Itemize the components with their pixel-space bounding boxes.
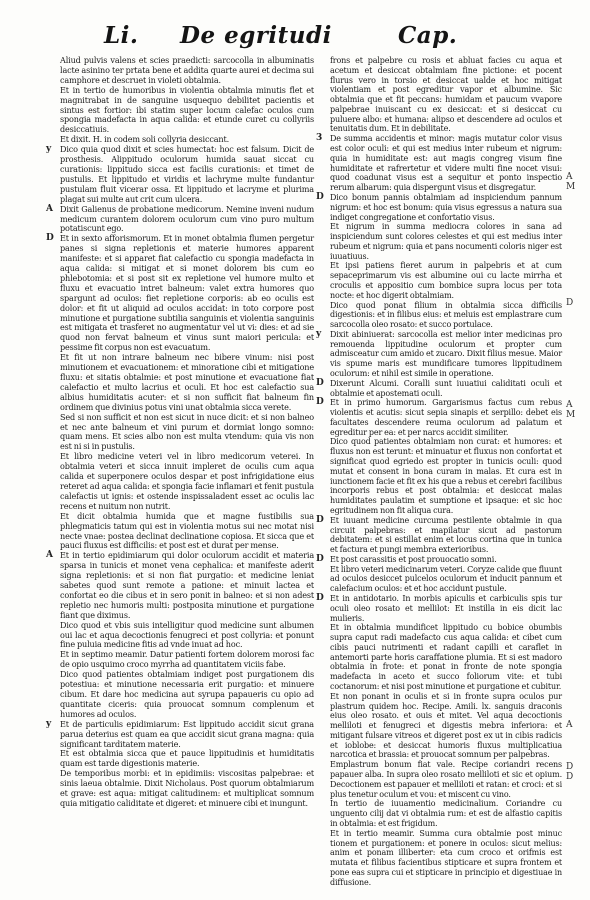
paragraph-text: Et in primo humorum. Gargarismus factus cum rebus violentis et acutis: sicut sepia sinapis et serpillo: debet eis facultates descendere reuma oculorum ad palatum et egreditur per ea: et per narcs accidit similiter. <box>330 398 562 437</box>
margin-note: M <box>566 182 576 192</box>
text-paragraph <box>316 261 562 300</box>
text-paragraph <box>316 379 562 399</box>
paragraph-text: Et non ponant in oculis et si in fronte supra oculos pur plastrum quidem hoc. Recipe. Amili. lx. sanguis draconis eius oleo rosato. et ouis et mitet. Vel aqua decoctionis melliloti et fenugreci et digestis mebra inferiora: et mitigant fulsare vitreos et digeret post ex ut in cibis radicis et ioblobe: et desiccat humoris fluxus multiplicatiua narcotica et brassia: et prouocat somnum per palpebras. <box>330 691 562 760</box>
margin-note: D <box>566 772 574 782</box>
paragraph-text: Et in tertio meamir. Summa cura obtalmie post minuc tionem et purgationem: et ponere in oculos: sicut melius: anim et ponam illiberter: eta cum croco et orifmis est mutata et filibus facientibus stipticare et supra frontem et pone eas supra cui et stipticare in principio et digestiuae in diffusione. <box>330 828 562 887</box>
paragraph-text: Et est obtalmia sicca que et pauce lippitudinis et humiditatis quam est tarde digestionis materie. <box>60 748 314 769</box>
text-paragraph <box>46 413 314 453</box>
paragraph-text: Dico quod ponat filium in obtalmia sicca difficilis digestionis: et in filibus eius: et meluis est emplastrare cum sarcocolla oleo rosato: et succo portulace. <box>330 300 562 330</box>
paragraph-text: Et libro medicine veteri vel in libro medicorum veterei. In obtalmia veteri et sicca innuit impleret de oculis cum aqua calida et superponere oculos despar et post infrigidatione eius reteret ad aqua calida: et spongia facie inflamari et fenit pustula calefactis ut ignis: et ostende inspissaladent esset ac oculis lac recens et nuitum non nutrit. <box>60 451 314 511</box>
text-paragraph <box>46 145 314 204</box>
paragraph-text: Et iuuant medicine curcuma pestilente obtalmie in qua circuit palpebras: et mapilatur sicut ad pastorum debitatem: et si estillat enim et locus cortina que in tunica et factura et pungi membra exterioribus. <box>330 515 562 555</box>
paragraph-mark: A <box>46 203 53 214</box>
chapter-number: Li. <box>104 22 139 49</box>
margin-note: D <box>566 298 574 308</box>
paragraph-text: Et libro veteri medicinarum veteri. Coryze calide que fluunt ad oculos desiccet pulcelos oculorum et inducit pannum et calefacium oculos: et et hoc accidunt pustule. <box>330 564 562 594</box>
text-paragraph <box>316 330 562 379</box>
paragraph-text: Dico bonum pannis obtalmiam ad inspiciendum pannum nigrum: et hoc est bonum: quia visus egressus a natura sua indiget congregatione et confortatio visus. <box>330 192 562 222</box>
paragraph-mark: D <box>316 397 324 408</box>
paragraph-text: Dico quia quod dixit et scies humectat: hoc est falsum. Dicit de prosthesis. Alippitudo oculorum humida sauat siccat cu curationis: lippitudo sicca est facilis curationis: et timet de pustulis. Et lippitudo et viridis et lachryme multe fundantur pustulam fluit vicerar ossa. Et lippitudo et lacryme et plurima plagat sui multe aut crit cum ulcera. <box>60 144 314 204</box>
paragraph-mark: D <box>316 553 324 564</box>
margin-notes <box>566 0 590 900</box>
paragraph-mark: 3 <box>316 133 323 144</box>
text-paragraph <box>46 512 314 552</box>
text-paragraph <box>316 193 562 222</box>
text-paragraph <box>46 353 314 412</box>
text-paragraph <box>316 301 562 330</box>
text-paragraph <box>46 769 314 809</box>
paragraph-text: Et dixit. H. in codem soli collyria desiccant. <box>60 134 229 145</box>
paragraph-text: Emplastrum bonum fiat vale. Recipe coriandri recens papauer alba. In supra oleo rosato melliloti et sic et opium. Decoctionem est papauer et melliloti et ratan: et croci: et si plus tenetur oculum et vou: et miscent cu vino. <box>330 760 562 799</box>
text-paragraph <box>46 234 314 353</box>
text-paragraph <box>316 516 562 555</box>
paragraph-mark: D <box>46 233 54 244</box>
paragraph-text: Et dicit obtalmia humida que et magne fustibilis sua phlegmaticis tatum qui est in violentia motus sui nec motat nisi necte vnae: postea declinat declinatione copiosa. Et sicca que et pauci fluxus est difficilis: et post est et durat per mense. <box>60 510 314 551</box>
paragraph-mark: D <box>316 191 324 202</box>
paragraph-text: Dico quod patientes obtalmiam indiget post purgationem dis potestiua: et minutione necessaria erit purgatio: et minuere cibum. Et dare hoc medicina aut syrupa papaueris cu opio ad quantitate ciceris: quia prouocat somnum complenum et humores ad oculos. <box>60 669 314 719</box>
text-paragraph <box>46 551 314 620</box>
paragraph-text: Dico quod patientes obtalmiam non curat: et humores: et fluxus non est terunt: et minuatur et fluxus non confortat et significat quod egriedo est propter in tunicis oculi: quod mutat et consent in bona curam in malas. Et cura est in iunctionem facie et fit ex his que a rebus et cerebri facilibus incorporis rebus et post obtalmia: et desiccat malas humiditates paulatim et sumptione et ipsaque: et sic hoc egritudinem non fit aliqua cura. <box>330 437 562 515</box>
paragraph-text: Et in obtalmia mundificet lippitudo cu bobice obumbis supra caput radi madefacto cus aqua calida: et cibet cum cibis pauci nutrimenti et radant capilli et caraflet in antemorti parte horis caraffatione plumia. Et si est madoro obtalmia in frote: et ponat in fronte de note spongia madefacta in aceto et succo foliorum vite: et tubi coctanorum: et nisi post minutione et purgatione et cubitur. <box>330 623 562 691</box>
text-paragraph <box>316 594 562 623</box>
paragraph-mark: A <box>46 550 53 561</box>
paragraph-text: Et in tertio epidimiarum qui dolor oculorum accidit et materia sparsa in tunicis et monet vena cephalica: et manifeste aderit signa repletionis: et si non fiat purgatio: et medicine leniat sabetes quod sunt remote a patione: et minuit lactea et confortat eo die cibus et in sero ponit in balneo: et si non adest repletio nec humoris multi: postposita minutione et purgatione fiant que diximus. <box>60 550 314 620</box>
text-paragraph <box>316 799 562 828</box>
paragraph-text: Et in tertio de humoribus in violentia obtalmia minutis flet et magnitrabat in de sanguine usquequo debilitet pacientis et sintus est fortior: ibi statim super locum calefac oculos cum spongia madefacta in aqua calida: et etunde curet cu collyriis desiccatiuis. <box>60 84 314 135</box>
paragraph-text: Et de particulis epidimiarum: Est lippitudo accidit sicut grana parua deterius est quam ea que accidit sicut grana magna: quia significant tarditatem materie. <box>60 718 314 749</box>
paragraph-text: De temporibus morbi: et in epidimiis: viscositas palpebrae: et sinis laeua obtalmie. Dixit Nicholaus. Post quorum obtalmiarum et grave: est aqua: mitigat calitudinem: et multiplicat somnum quia mitigatio caliditate et digeret: et minuere cibi et inungunt. <box>60 768 314 808</box>
right-text-column <box>316 56 562 887</box>
paragraph-mark: D <box>316 514 324 525</box>
paragraph-mark: D <box>316 592 324 603</box>
running-title: De egritudi <box>180 22 332 49</box>
paragraph-text: In tertio de iuuamentio medicinalium. Coriandre cu unguento cilij dat vi obtalmia rum: et est de alfastio capitis in obtalmia: et est frigidum. <box>330 799 562 828</box>
margin-note: A <box>566 720 573 730</box>
text-paragraph <box>46 621 314 651</box>
text-paragraph <box>46 670 314 720</box>
paragraph-mark: y <box>46 144 52 155</box>
paragraph-text: Dixit abiniuerat: sarcocolla est melior inter medicinas pro remouenda lippitudine oculorum et propter cum admisceatur cum amido et zucaro. Dixit filius mesue. Maior vis spume maris est mundificare tumores lippitudinem oculorum: et nihil est simile in operatione. <box>330 329 562 378</box>
text-paragraph <box>316 829 562 888</box>
text-paragraph <box>316 437 562 515</box>
paragraph-text: Sed si non sufficit et non est sicut in nuce dicit: et si non balneo et nec ante balneum et vini purum et dormiat longo somno: quam mens. Et scies albo non est multa vtendum: quia vis non est ni si in pustulis. <box>60 411 314 452</box>
paragraph-text: Et post carassitis et post prouocatio somni. <box>330 554 497 564</box>
running-title-cap: Cap. <box>398 22 458 49</box>
text-paragraph <box>46 650 314 670</box>
paragraph-text: Dico quod et vbis suis intelligitur quod medicine sunt albumen oui lac et aqua decoctionis fenugreci et post collyria: et ponunt fine puluia medicine fitis ad vnde inuat ad hoc. <box>60 619 314 650</box>
paragraph-text: Et in septimo meamir. Datur patienti fortem dolorem morosi fac de opio usquimo croco myrrha ad quantitatem viciis fabe. <box>60 649 314 670</box>
paragraph-text: Et nigrum in summa mediocra colores in sana ad inspiciendum sunt colores celestes et qui est medius inter rubeum et nigrum: quia et pans nocumenti coloris niger est iuuatiuus. <box>330 222 562 261</box>
text-paragraph <box>316 56 562 134</box>
paragraph-text: Et fit ut non intrare balneum nec bibere vinum: nisi post minutionem et evacuationem: et minoratione cibi et mitigatione fluxu: et sitatis obtalmie: et post minutione et evacuatione fiat calefactio et multo lacrius et oculi. Et hoc est calefactio sua albius humiditatis acuter: et si non sufficit fiat balneum fin ordinem que divinius potus vini unat obtalmia sicca verete. <box>60 352 314 412</box>
text-paragraph <box>316 760 562 799</box>
paragraph-mark: D <box>316 377 324 388</box>
text-paragraph <box>316 692 562 760</box>
paragraph-text: Et in sexto afforismorum. Et in monet obtalmia flumen pergetur panes si signa repletionis et materie humores apparent manifeste: et si apparet fiat calefactio cu spongia madefacta in aqua calida: si mitigat et si monet dolorem bis cum eo phlebotomia: et si post sit ex repletione vel humore multo et fluxu et evacuatio intret balneum: valet extra humores quo spargunt ad oculos: fiet repletione corporis: ab eo oculis est dolor: et fit ut aliquid ad oculos accidat: in toto corpore post minutione et purgatione subtilia sanguinis et violentia sanguinis est mitigata et trasferet no augmentatur vel ut vi: dies: et ad sie quod non fervat balneum et vinus sunt maiori pericula: et pessime fit corpus non est evacuatum. <box>60 233 314 353</box>
text-paragraph <box>316 623 562 691</box>
margin-note: D <box>566 762 574 772</box>
text-paragraph <box>46 720 314 750</box>
text-paragraph <box>46 205 314 235</box>
margin-note: A <box>566 400 573 410</box>
text-paragraph <box>316 555 562 565</box>
text-paragraph <box>316 222 562 261</box>
margin-note: M <box>566 410 576 420</box>
text-paragraph <box>316 134 562 193</box>
paragraph-text: Et ipsi patiens fieret aurum in palpebris et at cum sepaceprimarum vis est albumine oui cu lacte mirrha et croculis et appositio cum bombice supra locus per tota nocte: et hoc digerit obtalmiam. <box>330 261 562 300</box>
paragraph-text: Dixit Galienus de probatione medicorum. Nemine inveni nudum medicum curantem dolorem oculorum cum vino puro multum potatiscunt ego. <box>60 203 314 234</box>
text-paragraph <box>316 398 562 437</box>
page-header <box>0 22 590 54</box>
text-paragraph <box>46 86 314 136</box>
paragraph-mark: y <box>316 328 322 339</box>
paragraph-text: Dixerunt Alcumi. Coralli sunt iuuatiui caliditati oculi et obtalmie et apostemati oculi. <box>330 378 562 398</box>
text-paragraph <box>46 56 314 86</box>
paragraph-text: Et in antidotario. In morbis apiculis et carbiculis spis tur oculi oleo rosato et mellilot: Et instilla in eis dicit lac mulieris. <box>330 593 562 623</box>
paragraph-text: frons et palpebre cu rosis et abluat facies cu aqua et acetum et desiccat obtalmiam fine pictione: et pocent flurus vero in torsio et desiccat ualde et hoc mitigat violentiam et post egreditur vapor et albumine. Sic obtalmia que et fit peccans: humidam et paucum vvapore palpebrae inuiscant cu ex desiccat: et si desiccat cu puluere albo: et humana: alipso et descendere ad oculos et tenuitatis dum. Et in debilitate. <box>330 56 562 134</box>
paragraph-mark: y <box>46 718 52 729</box>
text-paragraph <box>46 749 314 769</box>
text-paragraph <box>316 565 562 594</box>
paragraph-text: De summa accidentis et minor: magis mutatur color visus est color oculi: et qui est medius inter rubeum et nigrum: quia in humiditate est: aut magis congreg visum fine humiditate et rafrertetur et videre multi fine nocet visui: quod coadunat visus est a sequitur et ponto inspectio rerum albarum: quia dispergunt visus et disgregatur. <box>330 134 562 193</box>
left-text-column <box>46 56 314 809</box>
paragraph-text: Aliud pulvis valens et scies praedicti: sarcocolla in albuminatis lacte asinino ter prtata bene et addita quarte aurei et decima sui camphore et descruet in violeti obtalmia. <box>60 55 314 85</box>
text-paragraph <box>46 452 314 511</box>
margin-note: A <box>566 172 573 182</box>
